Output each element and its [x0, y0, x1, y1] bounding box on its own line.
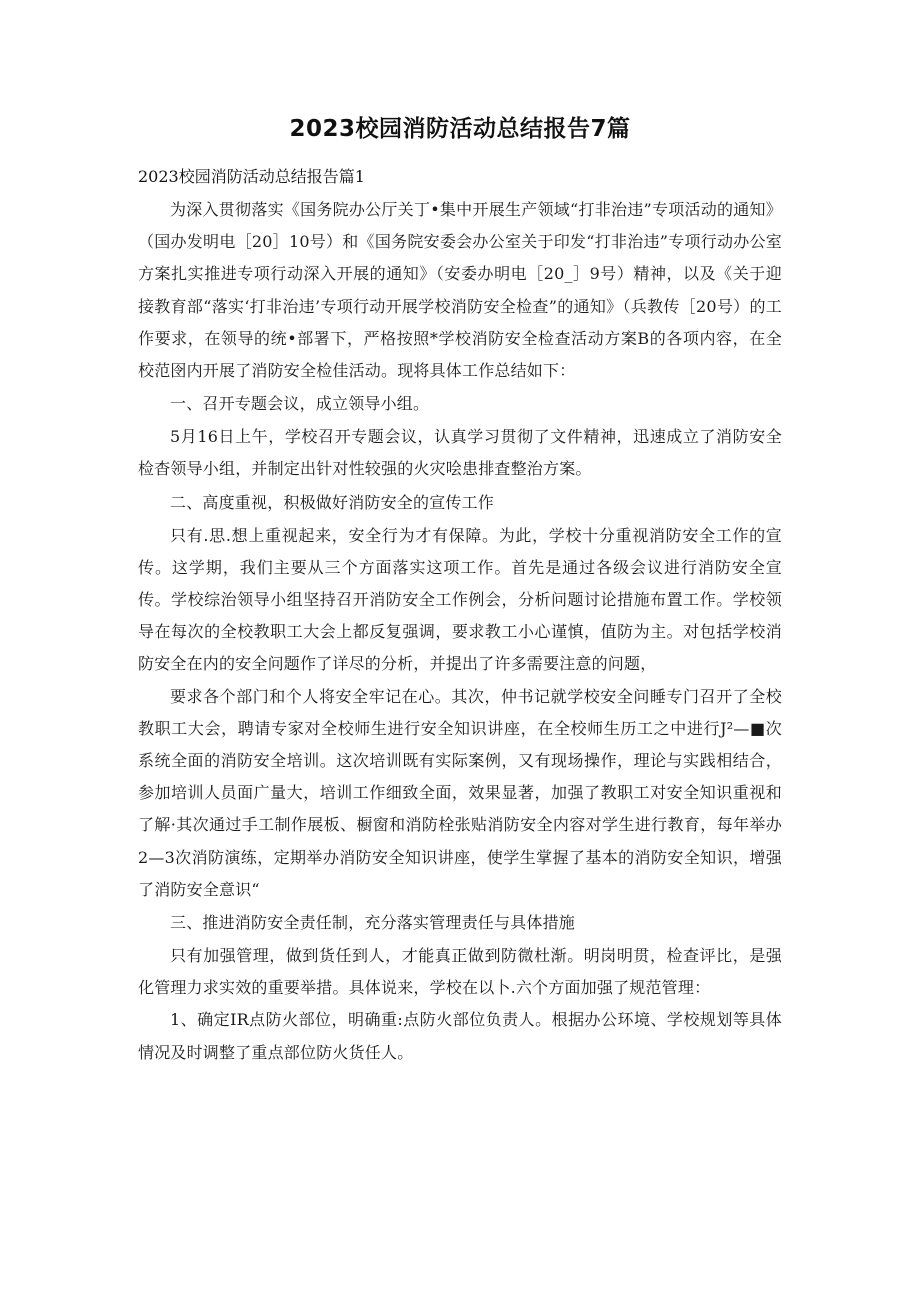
- paragraph-heading-1: 一、召开专题会议，成立领导小组。: [170, 394, 430, 414]
- paragraph-training: 要求各个部门和个人将安全牢记在心。其次，仲书记就学校安全问睡专门召开了全校教职工大会，聘请专家对全校师生进行安全知识讲座，在全校师生历工之中进行J²—■次系统全面的消防安全培训。这次培训既有实际案例，又有现场操作，理论与实践相结合，参加培训人员面广量大，培训工作细致全面，效果显著，加强了教职工对安全知识重视和了解·其次通过手工制作展板、橱窗和消防栓张贴消防安全内容对学生进行教育，每年举办2—3次消防演练，定期举办消防安全知识讲座，使学生掌握了基本的消防安全知识，增强了消防安全意识“: [138, 686, 782, 899]
- paragraph-management: 只有加强管理，做到货任到人，才能真正做到防微杜渐。明岗明贯，检查评比，是强化管理力求实效的重要举措。具体说来，学校在以卜.六个方面加强了规范管理：: [138, 946, 782, 998]
- paragraph-meeting: 5月16日上午，学校召开专题会议，认真学习贯彻了文件精神，迅速成立了消防安全检杳领导小组，并制定出针对性较强的火灾哙患排査整治方案。: [138, 427, 782, 479]
- paragraph-heading-3: 三、推进消防安全责任制，充分落实管理责任与具体措施: [170, 913, 576, 933]
- paragraph-heading-2: 二、高度重视，积极做好消防安全的宣传工作: [170, 492, 495, 512]
- paragraph-intro: 为深入贯彻落实《国务院办公厅关丁•集中开展生产领域“打非治违”专项活动的通知》（国办发明电［20］10号）和《国务院安委会办公室关于印发“打非治违”专项行动办公室方案扎实推进专项行动深入开展的通知》（安委办明电［20_］9号）精神，以及《关于迎接教育部“落实‘打非治违’专项行动开展学校消防安全检查”的通知》（兵教传［20号）的工作要求，在领导的统•部署下，严格按照*学校消防安全检查活动方案B的各项内容，在全校范囹内开展了消防安全检佳活动。现将具体工作总结如下：: [138, 200, 782, 381]
- paragraph-item-1: 1、确定IR点防火部位，明确重:点防火部位负责人。根据办公环境、学校规划等具体情况及时调整了重点部位防火货任人。: [138, 1010, 782, 1062]
- document-subtitle: 2023校园消防活动总结报告篇1: [138, 167, 365, 186]
- document-title: 2023校园消防活动总结报告7篇: [289, 116, 631, 142]
- paragraph-publicity: 只有.思.想上重视起来，安全行为才有保障。为此，学校十分重视消防安全工作的宣传。这学期，我们主要从三个方面落实这项工作。首先是通过各级会议进行消防安全宣传。学校综治领导小组坚持召开消防安全工作例会，分析问题讨论措施布置工作。学校领导在每次的全校教职工大会上都反复强调，要求教工小心谨慎，值防为主。对包括学校消防安全在内的安全问题作了详尽的分析，并提出了许多需要注意的问题，: [138, 525, 782, 674]
